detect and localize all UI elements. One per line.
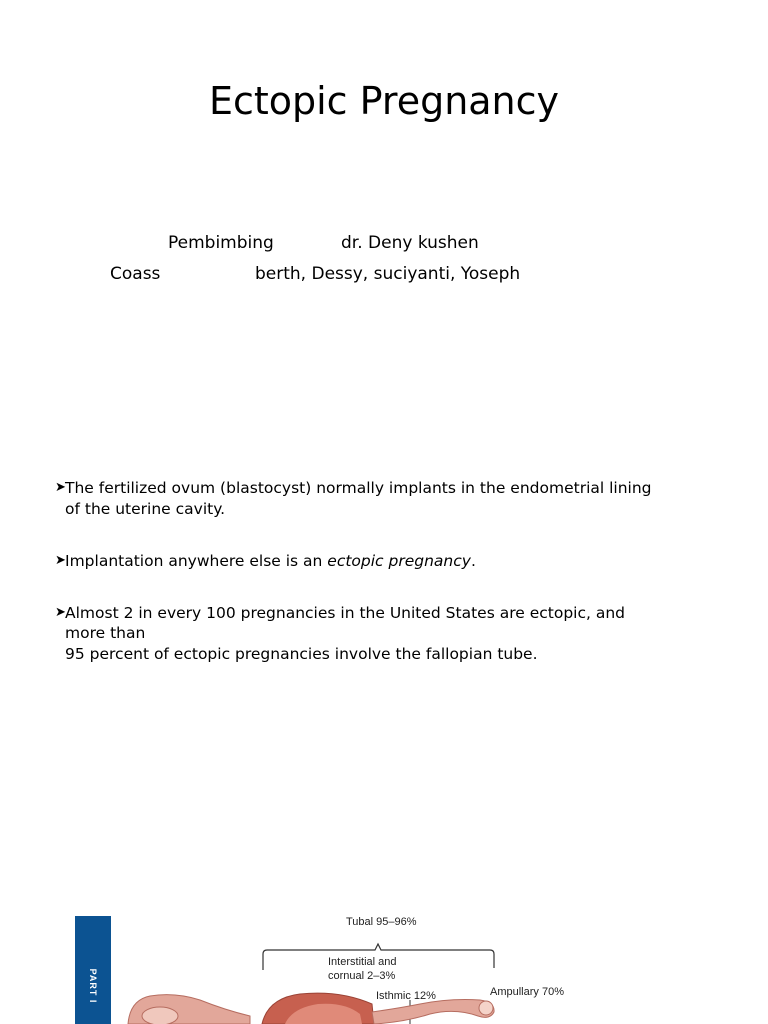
bullet-item: [55, 603, 735, 665]
arrow-bullet-icon: ➤: [55, 604, 66, 620]
bullet-text: Almost 2 in every 100 pregnancies in the United States are ectopic, and: [65, 603, 626, 622]
arrow-bullet-icon: ➤: [55, 480, 66, 495]
slide-title: Ectopic Pregnancy: [208, 79, 560, 123]
ampullary-label: Ampullary 70%: [490, 986, 564, 998]
bullet-text: of the uterine cavity.: [65, 499, 226, 518]
tubal-label: Tubal 95–96%: [346, 916, 417, 928]
bullet-item: [55, 551, 735, 572]
supervisor-name: dr. Deny kushen: [341, 233, 479, 253]
bullet-text: more than: [65, 624, 146, 642]
left-ovary: [142, 1007, 178, 1024]
bullet-text: [65, 551, 735, 572]
bullet-text: 95 percent of ectopic pregnancies involve the fallopian tube.: [65, 644, 538, 663]
bullet-text-prefix: Implantation anywhere else is an: [65, 552, 328, 570]
isthmic-label: Isthmic 12%: [376, 990, 436, 1002]
interstitial-label: Interstitial and: [328, 956, 397, 968]
bullet-text-emphasis: ectopic pregnancy: [327, 552, 471, 570]
bullet-list: [55, 478, 735, 664]
bullet-text: The fertilized ovum (blastocyst) normally implants in the endometrial lining: [65, 479, 652, 497]
right-fallopian-tube: [372, 1000, 494, 1024]
coass-names: berth, Dessy, suciyanti, Yoseph: [255, 264, 521, 284]
bullet-text-suffix: .: [470, 552, 476, 570]
arrow-bullet-icon: ➤: [55, 553, 66, 568]
ampulla: [479, 1001, 493, 1015]
coass-role: Coass: [110, 264, 161, 284]
supervisor-role: Pembimbing: [168, 233, 274, 253]
cornual-label: cornual 2–3%: [328, 970, 396, 982]
part-label: PART I: [88, 968, 98, 1004]
bullet-item: [55, 478, 735, 519]
